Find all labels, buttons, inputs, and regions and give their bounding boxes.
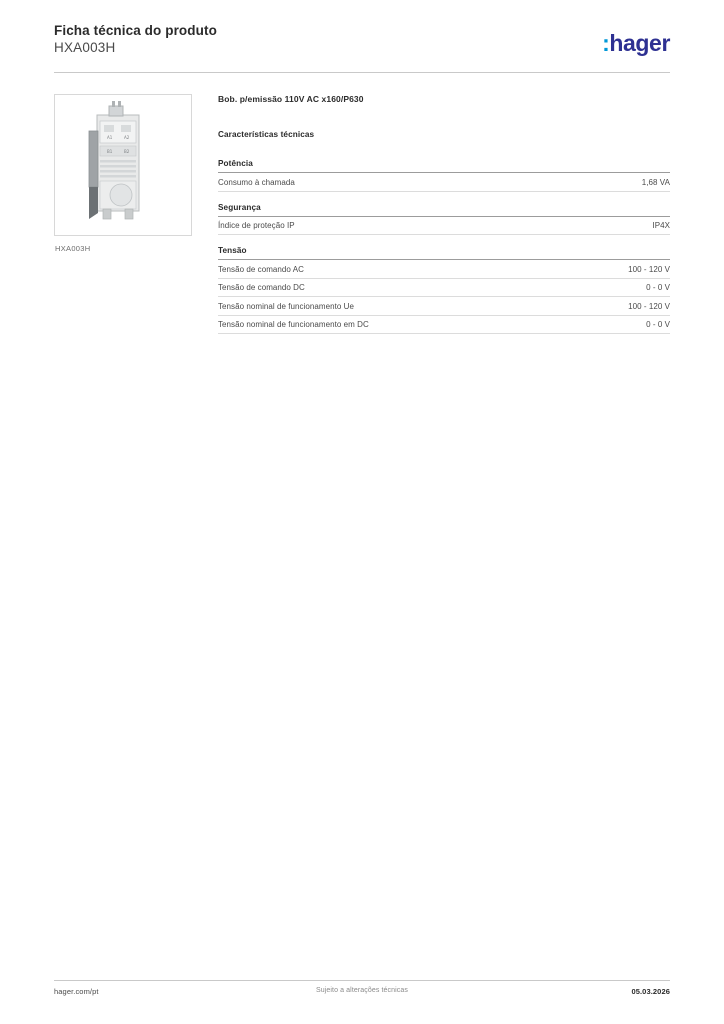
spec-value: 100 - 120 V — [628, 264, 670, 274]
footer-divider — [54, 980, 670, 981]
spec-value: 0 - 0 V — [646, 320, 670, 329]
spec-row — [218, 279, 670, 298]
footer-disclaimer: Sujeito a alterações técnicas — [315, 987, 408, 994]
spec-group-tensao — [218, 246, 670, 334]
spec-value: IP4X — [652, 221, 670, 230]
spec-label: Tensão de comando AC — [218, 264, 304, 274]
spec-section-title: Características técnicas — [218, 130, 315, 139]
spec-value: 1,68 VA — [641, 177, 670, 187]
spec-row — [218, 316, 670, 335]
page-header — [54, 22, 670, 68]
footer-website-link[interactable]: hager.com/pt — [54, 987, 99, 996]
spec-row — [218, 173, 670, 192]
spec-group-title: Tensão — [218, 246, 670, 260]
footer-date: 05.03.2026 — [631, 987, 670, 996]
spec-label: Tensão nominal de funcionamento em DC — [218, 320, 369, 329]
spec-group-title: Potência — [218, 159, 670, 173]
spec-group-title: Segurança — [218, 203, 670, 217]
spec-row — [218, 217, 670, 236]
page-title: Ficha técnica do produto — [54, 23, 217, 38]
product-image-panel — [54, 94, 192, 236]
product-name: Bob. p/emissão 110V AC x160/P630 — [218, 94, 364, 104]
svg-text:A1: A1 — [107, 135, 113, 140]
spec-group-seguranca — [218, 203, 670, 236]
product-photo — [63, 101, 183, 231]
spec-content — [218, 94, 670, 334]
spec-row — [218, 297, 670, 316]
logo-colon-icon: : — [602, 30, 610, 56]
spec-label: Consumo à chamada — [218, 177, 295, 187]
logo-text: hager — [609, 30, 670, 56]
spec-value: 0 - 0 V — [646, 283, 670, 292]
product-reference: HXA003H — [54, 40, 116, 55]
header-divider — [54, 72, 670, 73]
hager-logo — [602, 30, 670, 57]
spec-row — [218, 260, 670, 279]
product-image-caption: HXA003H — [55, 244, 91, 253]
page-footer — [54, 987, 670, 1001]
spec-label: Índice de proteção IP — [218, 221, 295, 230]
svg-text:B1: B1 — [107, 149, 113, 154]
svg-text:B2: B2 — [124, 149, 130, 154]
spec-group-potencia — [218, 159, 670, 192]
spec-value: 100 - 120 V — [628, 301, 670, 311]
spec-label: Tensão nominal de funcionamento Ue — [218, 301, 355, 311]
svg-text:A2: A2 — [124, 135, 130, 140]
spec-label: Tensão de comando DC — [218, 283, 305, 292]
